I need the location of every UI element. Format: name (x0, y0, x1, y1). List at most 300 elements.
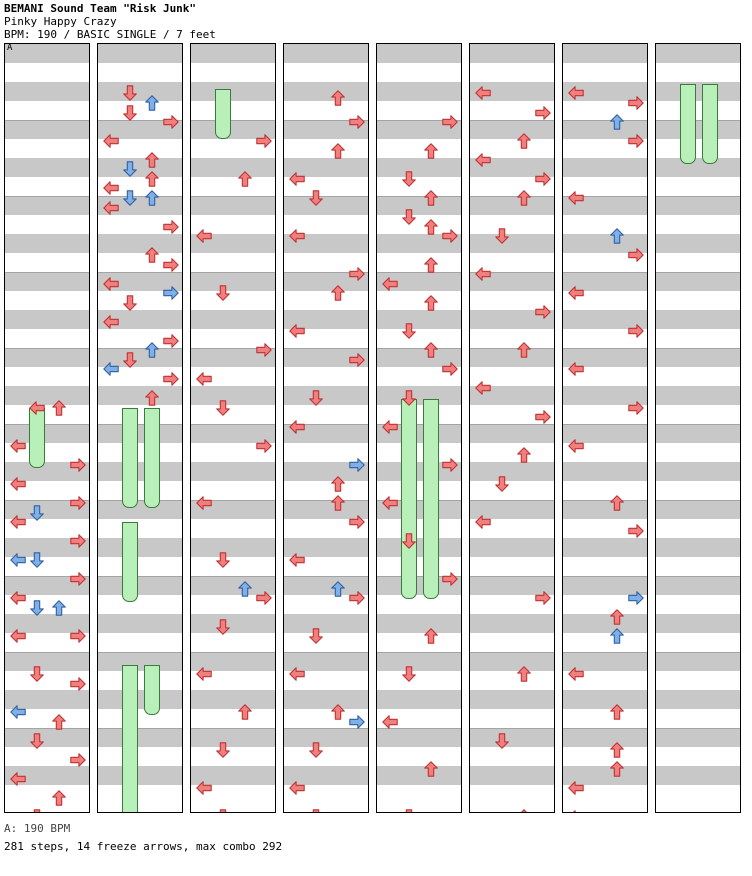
measure-column (562, 43, 648, 813)
note-arrow-down (28, 732, 46, 750)
beat-row (284, 44, 368, 63)
measure-line (377, 272, 461, 273)
note-arrow-up (329, 703, 347, 721)
measure-line (5, 348, 89, 349)
note-arrow-down (493, 227, 511, 245)
note-arrow-down (28, 599, 46, 617)
measure-line (656, 500, 740, 501)
note-arrow-left (381, 275, 399, 293)
beat-row (656, 652, 740, 671)
note-arrow-right (69, 751, 87, 769)
note-arrow-down (121, 160, 139, 178)
note-arrow-down (214, 284, 232, 302)
beat-row (563, 44, 647, 63)
note-arrow-up (515, 665, 533, 683)
beat-row (470, 120, 554, 139)
note-arrow-down (307, 741, 325, 759)
beat-row (656, 538, 740, 557)
note-arrow-left (474, 151, 492, 169)
measure-line (563, 424, 647, 425)
artist-label: BEMANI Sound Team "Risk Junk" (4, 2, 197, 15)
measure-line (284, 500, 368, 501)
note-arrow-right (348, 713, 366, 731)
beat-row (191, 690, 275, 709)
note-arrow-left (288, 170, 306, 188)
measure-line (656, 728, 740, 729)
note-arrow-down (214, 551, 232, 569)
beat-row (191, 44, 275, 63)
beat-row (98, 538, 182, 557)
note-arrow-right (534, 408, 552, 426)
note-arrow-right (627, 246, 645, 264)
beat-row (656, 272, 740, 291)
measure-line (5, 120, 89, 121)
note-arrow-up (608, 113, 626, 131)
beat-row (377, 158, 461, 177)
measure-line (470, 728, 554, 729)
beat-row (5, 728, 89, 747)
measure-line (98, 652, 182, 653)
beat-row (377, 690, 461, 709)
note-arrow-up (515, 446, 533, 464)
note-arrow-down (307, 189, 325, 207)
note-arrow-up (143, 341, 161, 359)
measure-line (98, 576, 182, 577)
note-arrow-right (627, 132, 645, 150)
beat-row (5, 82, 89, 101)
note-arrow-left (102, 179, 120, 197)
freeze-arrow (122, 665, 138, 813)
beat-row (98, 614, 182, 633)
beat-row (98, 462, 182, 481)
measure-line (656, 424, 740, 425)
beat-row (470, 348, 554, 367)
note-arrow-left (195, 370, 213, 388)
measure-column (283, 43, 369, 813)
note-arrow-right (255, 437, 273, 455)
freeze-arrow (423, 399, 439, 599)
note-arrow-right (441, 570, 459, 588)
beat-row (98, 728, 182, 747)
freeze-arrow (29, 408, 45, 468)
song-title: Pinky Happy Crazy (4, 15, 117, 28)
beat-row (470, 652, 554, 671)
beat-row (5, 386, 89, 405)
note-arrow-right (162, 284, 180, 302)
measure-line (191, 728, 275, 729)
measure-line (377, 348, 461, 349)
note-arrow-up (143, 246, 161, 264)
note-arrow-down (28, 665, 46, 683)
beat-row (5, 44, 89, 63)
note-arrow-down (28, 504, 46, 522)
note-arrow-right (162, 370, 180, 388)
note-arrow-down (121, 189, 139, 207)
measure-line (656, 576, 740, 577)
measure-line (5, 728, 89, 729)
beat-row (377, 538, 461, 557)
measure-line (5, 424, 89, 425)
beat-row (191, 538, 275, 557)
beat-row (5, 348, 89, 367)
freeze-arrow (144, 665, 160, 715)
note-arrow-up (329, 494, 347, 512)
beat-row (98, 576, 182, 595)
beat-row (377, 44, 461, 63)
note-arrow-down (121, 104, 139, 122)
measure-line (284, 196, 368, 197)
beat-row (191, 82, 275, 101)
note-arrow-right (441, 360, 459, 378)
measure-line (470, 652, 554, 653)
measure-line (98, 728, 182, 729)
note-arrow-up (422, 189, 440, 207)
measure-line (98, 500, 182, 501)
beat-row (98, 500, 182, 519)
note-arrow-left (567, 437, 585, 455)
note-arrow-up (515, 189, 533, 207)
note-arrow-up (143, 94, 161, 112)
note-arrow-right (534, 303, 552, 321)
measure-line (470, 348, 554, 349)
measure-line (191, 196, 275, 197)
note-arrow-right (627, 522, 645, 540)
note-arrow-right (348, 513, 366, 531)
note-arrow-up (422, 294, 440, 312)
beat-row (563, 538, 647, 557)
note-arrow-left (9, 475, 27, 493)
note-arrow-left (195, 494, 213, 512)
beat-row (470, 234, 554, 253)
measure-column (97, 43, 183, 813)
note-arrow-right (69, 570, 87, 588)
note-arrow-up (50, 599, 68, 617)
freeze-arrow (122, 522, 138, 602)
note-arrow-up (608, 741, 626, 759)
note-arrow-up (515, 341, 533, 359)
beat-row (191, 614, 275, 633)
beat-row (284, 614, 368, 633)
beat-row (284, 82, 368, 101)
note-arrow-up (608, 703, 626, 721)
note-arrow-down (400, 808, 418, 813)
note-arrow-up (50, 789, 68, 807)
measure-column (190, 43, 276, 813)
beat-row (191, 462, 275, 481)
note-arrow-up (608, 627, 626, 645)
note-arrow-up (422, 760, 440, 778)
note-arrow-left (567, 189, 585, 207)
beat-row (98, 652, 182, 671)
measure-line (563, 728, 647, 729)
beat-row (656, 766, 740, 785)
beat-row (563, 690, 647, 709)
note-arrow-right (348, 456, 366, 474)
beat-row (98, 158, 182, 177)
measure-line (563, 272, 647, 273)
measure-line (656, 348, 740, 349)
note-arrow-left (288, 322, 306, 340)
measure-column (4, 43, 90, 813)
beat-row (470, 728, 554, 747)
note-arrow-right (348, 589, 366, 607)
note-arrow-up (329, 89, 347, 107)
note-arrow-right (627, 399, 645, 417)
note-arrow-up (143, 170, 161, 188)
measure-line (5, 272, 89, 273)
note-arrow-left (195, 779, 213, 797)
beat-row (191, 310, 275, 329)
beat-row (5, 158, 89, 177)
note-arrow-right (69, 494, 87, 512)
note-arrow-down (121, 294, 139, 312)
beat-row (656, 576, 740, 595)
beat-row (656, 690, 740, 709)
note-arrow-left (567, 665, 585, 683)
measure-line (377, 196, 461, 197)
note-arrow-right (627, 322, 645, 340)
note-arrow-down (493, 475, 511, 493)
measure-line (563, 576, 647, 577)
beat-row (98, 690, 182, 709)
note-arrow-left (567, 808, 585, 813)
note-arrow-down (400, 665, 418, 683)
note-arrow-left (567, 360, 585, 378)
note-arrow-right (255, 132, 273, 150)
beat-row (656, 728, 740, 747)
note-arrow-up (329, 580, 347, 598)
note-arrow-left (102, 275, 120, 293)
note-arrow-up (143, 389, 161, 407)
note-arrow-down (493, 732, 511, 750)
beat-row (656, 44, 740, 63)
note-arrow-down (307, 627, 325, 645)
note-arrow-right (69, 456, 87, 474)
beat-row (98, 424, 182, 443)
note-arrow-down (400, 322, 418, 340)
note-arrow-left (9, 551, 27, 569)
note-arrow-down (400, 170, 418, 188)
beat-row (656, 120, 740, 139)
note-arrow-down (400, 389, 418, 407)
measure-line (470, 196, 554, 197)
beat-row (377, 196, 461, 215)
beat-row (98, 386, 182, 405)
measure-line (98, 424, 182, 425)
beat-row (470, 690, 554, 709)
measure-line (284, 652, 368, 653)
note-arrow-up (608, 227, 626, 245)
beat-row (5, 196, 89, 215)
beat-row (563, 614, 647, 633)
note-arrow-left (9, 513, 27, 531)
note-arrow-up (329, 475, 347, 493)
beat-row (470, 614, 554, 633)
note-arrow-right (255, 589, 273, 607)
note-arrow-right (348, 265, 366, 283)
beat-row (98, 766, 182, 785)
note-arrow-left (9, 627, 27, 645)
beat-row (191, 728, 275, 747)
note-arrow-right (162, 256, 180, 274)
note-arrow-right (69, 627, 87, 645)
note-arrow-left (567, 284, 585, 302)
freeze-arrow (215, 89, 231, 139)
beat-row (191, 196, 275, 215)
note-arrow-up (422, 627, 440, 645)
chart-info: BPM: 190 / BASIC SINGLE / 7 feet (4, 28, 216, 41)
measure-line (470, 500, 554, 501)
note-arrow-up (515, 808, 533, 813)
beat-row (656, 386, 740, 405)
measure-line (5, 652, 89, 653)
freeze-arrow (122, 408, 138, 508)
beat-row (98, 234, 182, 253)
note-arrow-up (236, 703, 254, 721)
beat-row (284, 386, 368, 405)
note-arrow-left (288, 665, 306, 683)
note-arrow-left (381, 713, 399, 731)
beat-row (563, 462, 647, 481)
note-arrow-right (627, 589, 645, 607)
note-arrow-left (288, 227, 306, 245)
beat-row (470, 538, 554, 557)
beat-row (5, 120, 89, 139)
note-arrow-left (567, 84, 585, 102)
beat-row (5, 234, 89, 253)
beat-row (377, 82, 461, 101)
note-arrow-left (9, 589, 27, 607)
freeze-arrow (702, 84, 718, 164)
beat-row (563, 500, 647, 519)
note-arrow-left (474, 84, 492, 102)
note-arrow-down (28, 808, 46, 813)
note-arrow-left (474, 265, 492, 283)
note-arrow-down (214, 808, 232, 813)
beat-row (656, 82, 740, 101)
measure-line (191, 424, 275, 425)
beat-row (656, 614, 740, 633)
note-arrow-right (534, 104, 552, 122)
note-arrow-right (162, 332, 180, 350)
note-arrow-up (422, 142, 440, 160)
measure-line (191, 120, 275, 121)
beat-row (98, 44, 182, 63)
note-arrow-up (236, 170, 254, 188)
measure-column (655, 43, 741, 813)
note-arrow-up (422, 341, 440, 359)
note-arrow-left (102, 199, 120, 217)
beat-row (656, 500, 740, 519)
beat-row (284, 196, 368, 215)
measure-line (284, 348, 368, 349)
note-arrow-up (329, 284, 347, 302)
note-arrow-left (102, 313, 120, 331)
beat-row (656, 310, 740, 329)
beat-row (470, 424, 554, 443)
note-arrow-up (236, 580, 254, 598)
note-arrow-left (288, 779, 306, 797)
beat-row (656, 158, 740, 177)
bpm-footer: A: 190 BPM (4, 822, 71, 835)
beat-row (377, 766, 461, 785)
measure-line (563, 348, 647, 349)
beat-row (377, 386, 461, 405)
note-arrow-down (121, 351, 139, 369)
note-arrow-right (348, 113, 366, 131)
measure-line (656, 196, 740, 197)
note-arrow-right (255, 341, 273, 359)
note-arrow-left (474, 513, 492, 531)
note-arrow-down (214, 399, 232, 417)
note-arrow-right (162, 218, 180, 236)
note-arrow-right (348, 351, 366, 369)
beat-row (191, 386, 275, 405)
note-arrow-up (608, 494, 626, 512)
note-arrow-up (422, 218, 440, 236)
note-arrow-right (441, 113, 459, 131)
measure-line (563, 652, 647, 653)
measure-column (469, 43, 555, 813)
beat-row (5, 310, 89, 329)
note-arrow-right (534, 170, 552, 188)
beat-row (656, 234, 740, 253)
note-arrow-left (381, 494, 399, 512)
note-arrow-right (534, 589, 552, 607)
freeze-arrow (144, 408, 160, 508)
note-arrow-left (474, 379, 492, 397)
beat-row (377, 652, 461, 671)
measure-line (563, 120, 647, 121)
note-arrow-down (307, 808, 325, 813)
beat-row (5, 272, 89, 291)
beat-row (5, 652, 89, 671)
note-arrow-up (50, 713, 68, 731)
beat-row (656, 424, 740, 443)
note-arrow-up (143, 189, 161, 207)
note-arrow-left (381, 418, 399, 436)
measure-line (656, 272, 740, 273)
note-arrow-down (214, 618, 232, 636)
note-arrow-right (627, 94, 645, 112)
note-arrow-up (143, 151, 161, 169)
stepchart-sheet (0, 43, 752, 813)
chart-header (0, 0, 752, 41)
measure-line (563, 500, 647, 501)
measure-line (656, 120, 740, 121)
note-arrow-up (50, 399, 68, 417)
note-arrow-right (441, 227, 459, 245)
beat-row (470, 766, 554, 785)
beat-row (563, 158, 647, 177)
measure-column (376, 43, 462, 813)
note-arrow-left (195, 665, 213, 683)
note-arrow-up (608, 608, 626, 626)
beat-row (470, 196, 554, 215)
note-arrow-left (288, 551, 306, 569)
measure-line (191, 272, 275, 273)
beat-row (656, 196, 740, 215)
lane-label: A (7, 43, 13, 53)
note-arrow-left (9, 437, 27, 455)
beat-row (470, 462, 554, 481)
note-arrow-down (400, 208, 418, 226)
freeze-arrow (401, 399, 417, 599)
measure-line (470, 576, 554, 577)
beat-row (470, 44, 554, 63)
note-arrow-left (9, 703, 27, 721)
note-arrow-up (422, 256, 440, 274)
